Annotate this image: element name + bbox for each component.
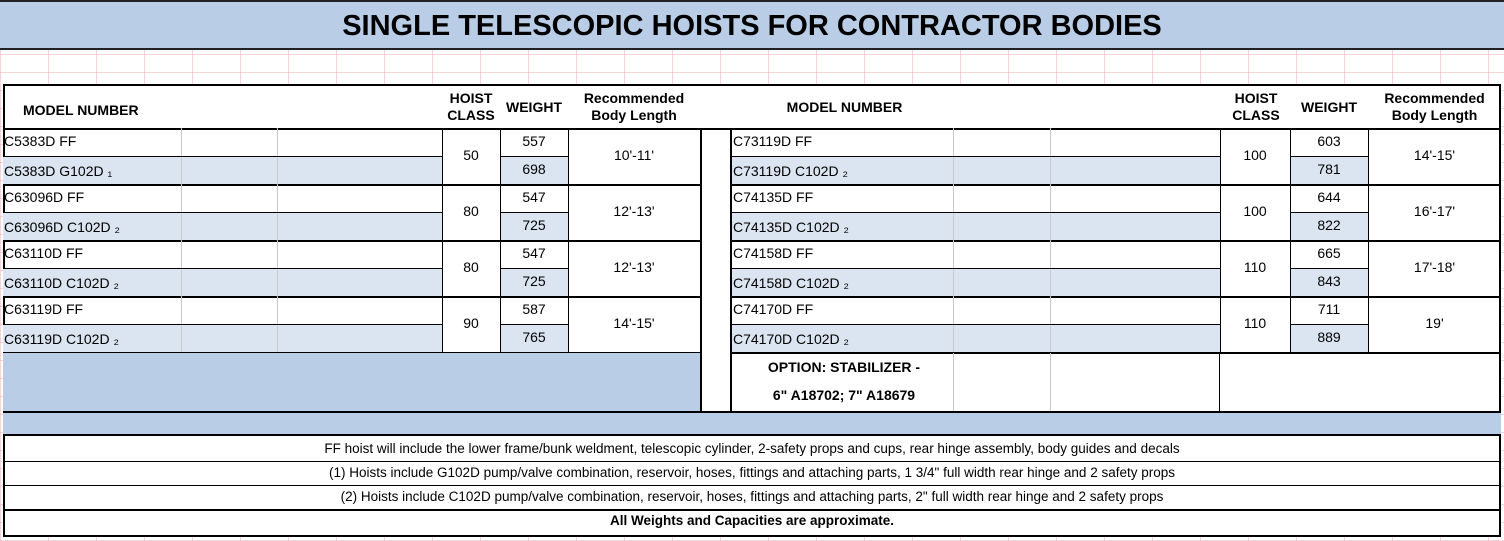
weight-value: 587	[522, 301, 546, 317]
body-length: 12'-13'	[613, 203, 655, 219]
footer-note: All Weights and Capacities are approximate.	[609, 513, 895, 528]
header-weight-right	[1290, 86, 1368, 128]
header-label: Recommended	[583, 90, 685, 106]
col-divider	[1290, 240, 1291, 296]
body-length: 10'-11'	[613, 147, 655, 163]
header-label: MODEL NUMBER	[786, 98, 903, 115]
row-divider	[3, 268, 442, 269]
hoist-class: 80	[463, 203, 479, 219]
option-text: 6" A18702; 7" A18679	[772, 387, 916, 403]
col-divider	[500, 296, 501, 352]
header-label: WEIGHT	[1301, 98, 1357, 115]
header-label: Body Length	[1391, 107, 1478, 123]
hoist-class: 50	[463, 147, 479, 163]
group-divider	[732, 240, 1501, 242]
header-label: WEIGHT	[506, 98, 562, 115]
weight-value: 665	[1317, 245, 1341, 261]
weight-value: 644	[1317, 189, 1341, 205]
row-divider	[500, 212, 568, 213]
body-length: 14'-15'	[613, 315, 655, 331]
hoist-class: 110	[1243, 259, 1267, 275]
hoist-class: 90	[463, 315, 479, 331]
col-divider	[1368, 128, 1369, 184]
header-label: CLASS	[1232, 107, 1280, 123]
body-length: 12'-13'	[613, 259, 655, 275]
footer-divider	[3, 509, 1501, 511]
col-divider	[1290, 128, 1291, 184]
header-hoist-class	[442, 86, 500, 128]
option-text: OPTION: STABILIZER -	[767, 359, 921, 375]
model-number: C73119D C102D ₂	[733, 163, 848, 179]
header-model-number	[5, 86, 445, 128]
hoist-class: 100	[1243, 203, 1267, 219]
row-divider	[1290, 156, 1368, 157]
model-number: C63119D FF	[4, 301, 84, 317]
col-divider	[568, 296, 569, 352]
note-line: (2) Hoists include C102D pump/valve combination, reservoir, hoses, fittings and attaching parts, 2" full width rear hinge and 2 safety props	[340, 489, 1164, 504]
row-divider	[3, 324, 442, 325]
weight-value: 725	[522, 273, 546, 289]
col-divider	[1290, 184, 1291, 240]
weight-value: 547	[522, 189, 546, 205]
weight-value: 547	[522, 245, 546, 261]
header-divider	[3, 128, 1501, 130]
weight-value: 603	[1317, 133, 1341, 149]
header-label: HOIST	[449, 90, 493, 106]
weight-value: 725	[522, 217, 546, 233]
weight-value: 698	[522, 161, 546, 177]
col-divider	[442, 128, 443, 184]
model-number: C63110D C102D ₂	[4, 275, 119, 291]
col-divider	[1220, 240, 1221, 296]
col-divider	[1219, 353, 1220, 412]
body-length: 19'	[1425, 315, 1444, 331]
header-body-length-right	[1368, 86, 1501, 128]
model-number: C63096D C102D ₂	[4, 219, 120, 235]
group-divider	[732, 352, 1501, 354]
row-divider	[500, 324, 568, 325]
row-divider	[500, 268, 568, 269]
row-divider	[732, 156, 1220, 157]
col-divider	[568, 240, 569, 296]
col-divider	[1220, 128, 1221, 184]
grid-line	[953, 353, 954, 412]
header-label: MODEL NUMBER	[23, 101, 139, 118]
group-divider	[3, 296, 700, 298]
model-number: C74158D C102D ₂	[733, 275, 849, 291]
col-divider	[1290, 296, 1291, 352]
weight-value: 822	[1317, 217, 1341, 233]
model-number: C63110D FF	[4, 245, 84, 261]
row-divider	[500, 156, 568, 157]
model-number: C74158D FF	[733, 245, 814, 261]
model-number: C74170D C102D ₂	[733, 331, 849, 347]
group-divider	[732, 184, 1501, 186]
header-label: CLASS	[447, 107, 495, 123]
model-number: C74135D FF	[733, 189, 814, 205]
weight-value: 557	[522, 133, 546, 149]
body-length: 14'-15'	[1413, 147, 1456, 163]
group-divider	[3, 184, 700, 186]
weight-value: 889	[1317, 329, 1341, 345]
row-divider	[1290, 268, 1368, 269]
model-number: C5383D G102D ₁	[4, 163, 113, 179]
note-line: (1) Hoists include G102D pump/valve combination, reservoir, hoses, fittings and attaching parts, 1 3/4" full width rear hinge and 2 safety props	[329, 465, 1175, 480]
col-divider	[1368, 296, 1369, 352]
header-label: Recommended	[1384, 90, 1485, 106]
header-model-number-right	[704, 86, 985, 128]
model-number: C74170D FF	[733, 301, 814, 317]
grid-line	[1050, 353, 1051, 412]
weight-value: 765	[522, 329, 546, 345]
model-number: C5383D FF	[4, 133, 77, 149]
row-divider	[3, 212, 442, 213]
weight-value: 711	[1317, 301, 1341, 317]
weight-value: 843	[1317, 273, 1341, 289]
weight-value: 781	[1317, 161, 1341, 177]
col-divider	[1220, 296, 1221, 352]
option-left-band	[3, 353, 700, 412]
model-number: C73119D FF	[733, 133, 813, 149]
page-title: SINGLE TELESCOPIC HOISTS FOR CONTRACTOR BODIES	[342, 10, 1162, 42]
group-divider	[3, 240, 700, 242]
note-band	[3, 413, 1501, 435]
section-divider	[730, 128, 732, 412]
col-divider	[568, 128, 569, 184]
model-number: C63119D C102D ₂	[4, 331, 119, 347]
col-divider	[500, 184, 501, 240]
row-divider	[3, 156, 442, 157]
col-divider	[442, 240, 443, 296]
section-divider	[700, 128, 702, 412]
col-divider	[568, 184, 569, 240]
header-label: HOIST	[1234, 90, 1278, 106]
header-hoist-class-right	[1222, 86, 1290, 128]
hoist-table	[3, 84, 1501, 537]
header-label: Body Length	[591, 107, 677, 123]
group-divider	[732, 296, 1501, 298]
col-divider	[1220, 184, 1221, 240]
col-divider	[442, 296, 443, 352]
row-divider	[732, 268, 1220, 269]
row-divider	[1290, 324, 1368, 325]
col-divider	[442, 184, 443, 240]
hoist-class: 110	[1243, 315, 1267, 331]
body-length: 17'-18'	[1413, 259, 1456, 275]
header-body-length	[568, 86, 700, 128]
note-line: FF hoist will include the lower frame/bunk weldment, telescopic cylinder, 2-safety props and cups, rear hinge assembly, body guides and decals	[324, 441, 1180, 456]
hoist-class: 100	[1243, 147, 1267, 163]
row-divider	[732, 324, 1220, 325]
band-divider	[3, 434, 1501, 436]
col-divider	[1368, 240, 1369, 296]
model-number: C74135D C102D ₂	[733, 219, 849, 235]
header-weight	[500, 86, 568, 128]
row-divider	[732, 212, 1220, 213]
hoist-class: 80	[463, 259, 479, 275]
col-divider	[500, 128, 501, 184]
col-divider	[500, 240, 501, 296]
model-number: C63096D FF	[4, 189, 85, 205]
row-divider	[1290, 212, 1368, 213]
body-length: 16'-17'	[1413, 203, 1456, 219]
col-divider	[1368, 184, 1369, 240]
